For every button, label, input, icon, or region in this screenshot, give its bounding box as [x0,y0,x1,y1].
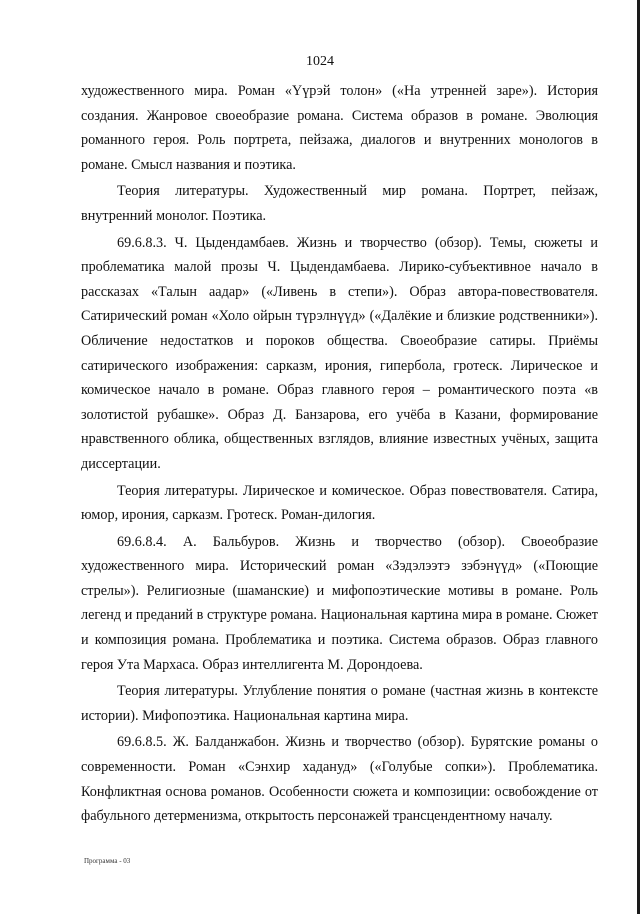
paragraph-continuation: художественного мира. Роман «Үүрэй толон» («На утренней заре»). История создания. Жанровое своеобразие романа. Система образов в романе. Эволюция романного героя. Роль портрета, пейзажа, диалогов и внутренних монологов в романе. Смысл названия и поэтика. [81,83,598,173]
paragraph-theory-2: Теория литературы. Лирическое и комическое. Образ повествователя. Сатира, юмор, ирония, сарказм. Гротеск. Роман-дилогия. [81,482,598,524]
paragraph-section-69-6-8-4: 69.6.8.4. А. Бальбуров. Жизнь и творчество (обзор). Своеобразие художественного мира. Исторический роман «Зэдэлээтэ зэбэнүүд» («Поющие стрелы»). Религиозные (шаманские) и мифопоэтические мотивы в романе. Роль легенд и преданий в структуре романа. Национальная картина мира в романе. Сюжет и композиция романа. Проблематика и поэтика. Система образов. Образ главного героя Ута Мархаса. Образ интеллигента М. Дорондоева. [81,533,598,673]
paragraph-section-69-6-8-5: 69.6.8.5. Ж. Балданжабон. Жизнь и творчество (обзор). Бурятские романы о современности. Роман «Сэнхир хадануд» («Голубые сопки»). Проблематика. Конфликтная основа романов. Особенности сюжета и композиции: освобождение от фабульного детерменизма, открытость персонажей трансцендентному началу. [81,734,598,825]
paragraph-theory-3: Теория литературы. Углубление понятия о романе (частная жизнь в контексте истории). Мифопоэтика. Национальная картина мира. [81,683,598,724]
document-body [81,79,598,829]
page-number: 1024 [306,54,334,69]
paragraph-section-69-6-8-3: 69.6.8.3. Ч. Цыдендамбаев. Жизнь и творчество (обзор). Темы, сюжеты и проблематика малой прозы Ч. Цыдендамбаева. Лирико-субъективное начало в рассказах «Талын аадар» («Ливень в степи»). Образ автора-повествователя. Сатирический роман «Холо ойрын түрэлнүүд» («Далёкие и близкие родственники»). Обличение недостатков и пороков общества. Своеобразие сатиры. Приёмы сатирического изображения: сарказм, ирония, гипербола, гротеск. Лирическое и комическое начало в романе. Образ главного героя – романтического поэта «в золотистой рубашке». Образ Д. Банзарова, его учёба в Казани, формирование нравственного облика, общественных взглядов, влияние известных учёных, защита диссертации. [81,234,598,472]
paragraph-theory-1: Теория литературы. Художественный мир романа. Портрет, пейзаж, внутренний монолог. Поэтика. [81,183,598,224]
page-footer: Программа - 03 [84,857,131,865]
